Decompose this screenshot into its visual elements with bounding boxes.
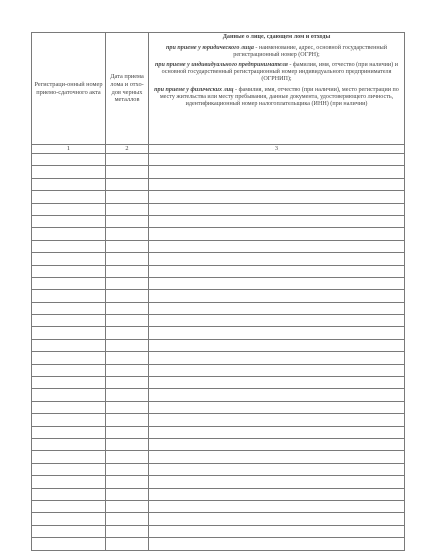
header-reg-number: Регистраци-онный номер приемо-сдаточного акта <box>32 33 106 145</box>
table-cell <box>149 339 405 351</box>
table-cell <box>149 513 405 525</box>
table-cell <box>149 240 405 252</box>
table-row <box>32 401 405 413</box>
header-person-title: Данные о лице, сдающем лом и отходы <box>222 34 331 40</box>
table-cell <box>149 352 405 364</box>
table-cell <box>32 315 106 327</box>
header-date: Дата приема лома и отхо-дов черных металлов <box>106 33 149 145</box>
table-row <box>32 277 405 289</box>
table-row <box>32 166 405 178</box>
table-cell <box>149 500 405 512</box>
table-cell <box>149 364 405 376</box>
table-cell <box>149 253 405 265</box>
table-cell <box>32 178 106 190</box>
table-cell <box>149 203 405 215</box>
table-row <box>32 339 405 351</box>
individual-text: - фамилия, имя, отчество (при наличии), место регистрации по месту жительства или месту пребывания, данные документа, удостоверяющего личность, идентификационный номер налогоплательщика (ИНН) (при наличии) <box>159 86 399 107</box>
table-row <box>32 265 405 277</box>
table-cell <box>149 389 405 401</box>
table-cell <box>106 513 149 525</box>
table-cell <box>106 228 149 240</box>
table-cell <box>32 290 106 302</box>
table-cell <box>149 290 405 302</box>
table-cell <box>32 240 106 252</box>
table-row <box>32 488 405 500</box>
table-cell <box>32 339 106 351</box>
table-cell <box>106 339 149 351</box>
table-cell <box>106 414 149 426</box>
table-cell <box>149 178 405 190</box>
table-cell <box>106 463 149 475</box>
table-cell <box>106 538 149 550</box>
table-row <box>32 290 405 302</box>
header-row <box>32 33 405 145</box>
table-cell <box>32 451 106 463</box>
column-number-row <box>32 145 405 154</box>
table-cell <box>32 513 106 525</box>
table-cell <box>32 426 106 438</box>
header-legal-entity <box>153 45 400 59</box>
table-cell <box>149 401 405 413</box>
table-cell <box>149 538 405 550</box>
table-row <box>32 451 405 463</box>
table-cell <box>106 364 149 376</box>
table-cell <box>106 166 149 178</box>
table-row <box>32 240 405 252</box>
table-cell <box>32 488 106 500</box>
table-cell <box>106 240 149 252</box>
table-cell <box>149 315 405 327</box>
table-cell <box>149 451 405 463</box>
header-entrepreneur <box>153 62 400 83</box>
column-number-2: 2 <box>106 145 149 154</box>
table-cell <box>32 500 106 512</box>
table-cell <box>149 525 405 537</box>
table-cell <box>149 414 405 426</box>
table-cell <box>149 228 405 240</box>
table-row <box>32 538 405 550</box>
table-cell <box>32 215 106 227</box>
table-cell <box>32 191 106 203</box>
table-cell <box>106 290 149 302</box>
table-cell <box>106 215 149 227</box>
table-cell <box>106 277 149 289</box>
table-cell <box>149 191 405 203</box>
table-row <box>32 302 405 314</box>
table-cell <box>106 265 149 277</box>
table-cell <box>106 401 149 413</box>
table-cell <box>32 352 106 364</box>
table-cell <box>106 500 149 512</box>
table-cell <box>32 166 106 178</box>
table-cell <box>32 463 106 475</box>
table-row <box>32 463 405 475</box>
table-cell <box>32 265 106 277</box>
table-row <box>32 500 405 512</box>
table-cell <box>32 203 106 215</box>
header-person-data <box>149 33 405 145</box>
table-row <box>32 228 405 240</box>
table-cell <box>149 215 405 227</box>
table-cell <box>149 302 405 314</box>
table-cell <box>32 327 106 339</box>
table-cell <box>149 426 405 438</box>
table-cell <box>32 228 106 240</box>
table-cell <box>149 488 405 500</box>
table-row <box>32 377 405 389</box>
table-cell <box>106 178 149 190</box>
table-row <box>32 389 405 401</box>
table-cell <box>32 476 106 488</box>
table-cell <box>106 438 149 450</box>
table-cell <box>106 377 149 389</box>
table-cell <box>149 377 405 389</box>
table-cell <box>106 203 149 215</box>
table-row <box>32 215 405 227</box>
table-cell <box>149 327 405 339</box>
table-cell <box>149 463 405 475</box>
table-cell <box>149 166 405 178</box>
entrepreneur-text: - фамилия, имя, отчество (при наличии) и основной государственный регистрационный номер индивидуального предпринимателя (ОГРНИП); <box>161 62 398 83</box>
table-cell <box>106 191 149 203</box>
legal-entity-text: - наименование, адрес, основной государственный регистрационный номер (ОГРН); <box>233 45 387 59</box>
table-cell <box>106 389 149 401</box>
table-cell <box>32 253 106 265</box>
table-cell <box>106 426 149 438</box>
table-row <box>32 525 405 537</box>
table-cell <box>106 253 149 265</box>
table-row <box>32 203 405 215</box>
table-cell <box>106 451 149 463</box>
table-cell <box>106 488 149 500</box>
register-table <box>31 32 405 551</box>
table-cell <box>106 154 149 166</box>
table-cell <box>32 302 106 314</box>
table-row <box>32 352 405 364</box>
table-cell <box>149 154 405 166</box>
entrepreneur-label: при приеме у индивидуального предпринимателя <box>155 62 288 69</box>
table-cell <box>32 401 106 413</box>
table-row <box>32 414 405 426</box>
table-cell <box>32 538 106 550</box>
table-cell <box>32 438 106 450</box>
column-number-1: 1 <box>32 145 106 154</box>
table-cell <box>106 525 149 537</box>
table-cell <box>106 352 149 364</box>
table-cell <box>32 414 106 426</box>
table-row <box>32 327 405 339</box>
individual-label: при приеме у физических лиц <box>154 86 234 93</box>
table-cell <box>32 525 106 537</box>
table-cell <box>106 315 149 327</box>
table-row <box>32 253 405 265</box>
table-row <box>32 438 405 450</box>
table-row <box>32 191 405 203</box>
table-cell <box>32 154 106 166</box>
table-cell <box>149 277 405 289</box>
table-row <box>32 154 405 166</box>
table-cell <box>149 265 405 277</box>
table-cell <box>32 377 106 389</box>
table-row <box>32 513 405 525</box>
table-cell <box>149 476 405 488</box>
column-number-3: 3 <box>149 145 405 154</box>
table-cell <box>32 389 106 401</box>
table-cell <box>32 277 106 289</box>
table-cell <box>149 438 405 450</box>
table-row <box>32 315 405 327</box>
table-cell <box>106 302 149 314</box>
header-individual <box>153 87 400 108</box>
table-cell <box>106 476 149 488</box>
legal-entity-label: при приеме у юридического лица <box>166 45 254 52</box>
table-row <box>32 426 405 438</box>
table-row <box>32 178 405 190</box>
table-row <box>32 364 405 376</box>
table-cell <box>32 364 106 376</box>
table-row <box>32 476 405 488</box>
table-cell <box>106 327 149 339</box>
